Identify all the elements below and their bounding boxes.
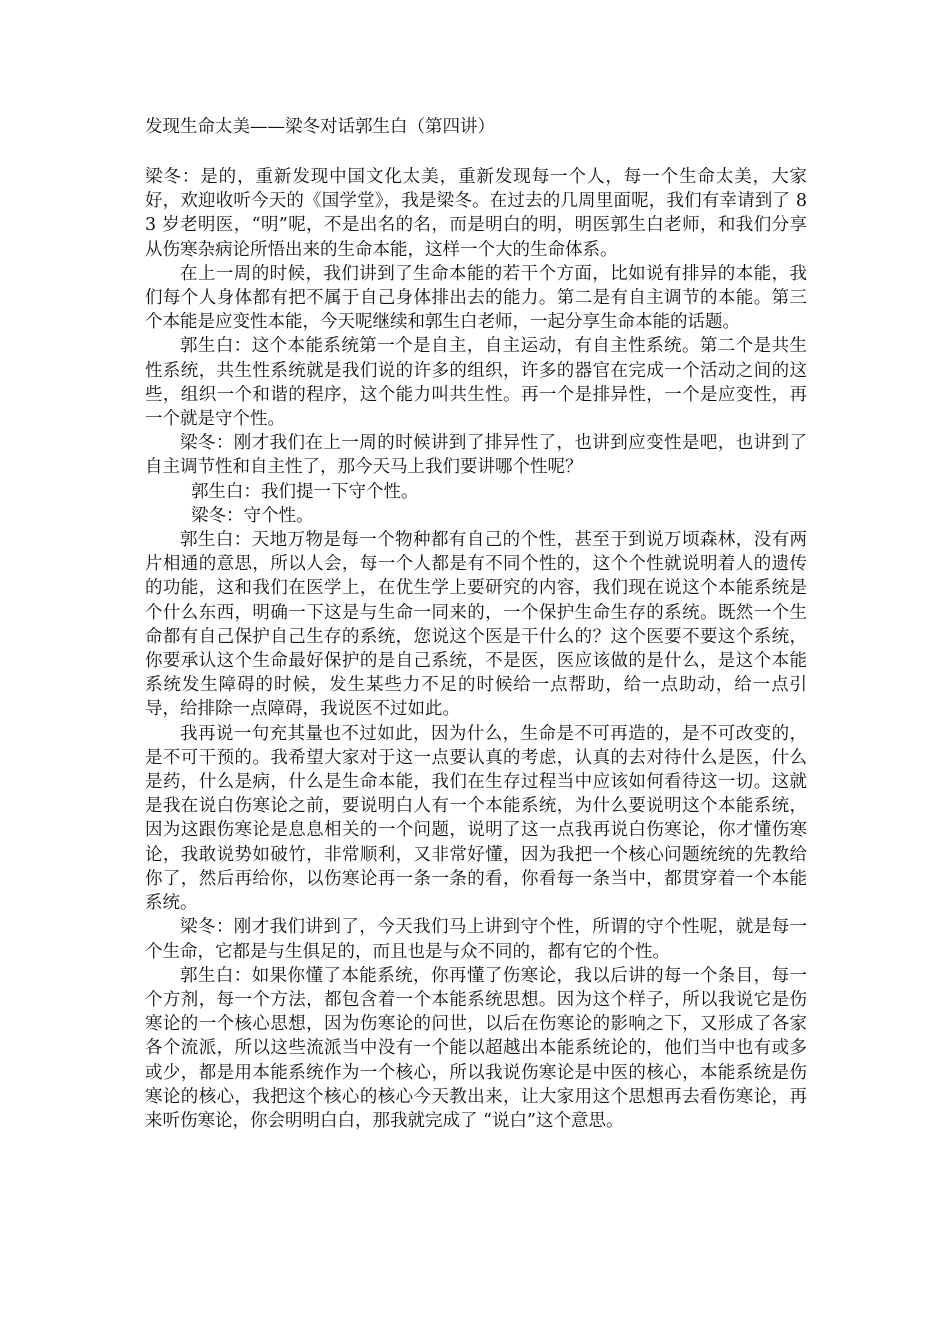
paragraph-4: 梁冬：刚才我们在上一周的时候讲到了排异性了，也讲到应变性是吧，也讲到了自主调节性和自主性了，那今天马上我们要讲哪个性呢？ — [145, 433, 807, 478]
paragraph-6: 梁冬：守个性。 — [191, 505, 314, 526]
paragraph-3: 郭生白：这个本能系统第一个是自主，自主运动，有自主性系统。第二个是共生性系统，共生性系统就是我们说的许多的组织，许多的器官在完成一个活动之间的这些，组织一个和谐的程序，这个能力叫共生性。再一个是排异性，一个是应变性，再一个就是守个性。 — [145, 336, 807, 430]
paragraph-2: 在上一周的时候，我们讲到了生命本能的若干个方面，比如说有排异的本能，我们每个人身体都有把不属于自己身体排出去的能力。第二是有自主调节的本能。第三个本能是应变性本能，今天呢继续和郭生白老师，一起分享生命本能的话题。 — [145, 263, 807, 333]
paragraph-10: 郭生白：如果你懂了本能系统，你再懂了伤寒论，我以后讲的每一个条目，每一个方剂，每一个方法，都包含着一个本能系统思想。因为这个样子，所以我说它是伤寒论的一个核心思想，因为伤寒论的问世，以后在伤寒论的影响之下，又形成了各家各个流派，所以这些流派当中没有一个能以超越出本能系统论的，他们当中也有或多或少，都是用本能系统作为一个核心，所以我说伤寒论是中医的核心，本能系统是伤寒论的核心，我把这个核心的核心今天教出来，让大家用这个思想再去看伤寒论，再来听伤寒论，你会明明白白，那我就完成了 “说白”这个意思。 — [145, 965, 807, 1131]
paragraph-7: 郭生白：天地万物是每一个物种都有自己的个性，甚至于到说万顷森林，没有两片相通的意思，所以人会，每一个人都是有不同个性的，这个个性就说明着人的遗传的功能，这和我们在医学上，在优生学上要研究的内容，我们现在说这个本能系统是个什么东西，明确一下这是与生命一同来的，一个保护生命生存的系统。既然一个生命都有自己保护自己生存的系统，您说这个医是干什么的？这个医要不要这个系统，你要承认这个生命最好保护的是自己系统，不是医，医应该做的是什么，是这个本能系统发生障碍的时候，发生某些力不足的时候给一点帮助，给一点助动，给一点引导，给排除一点障碍，我说医不过如此。 — [145, 530, 807, 720]
document-page — [145, 114, 807, 1133]
paragraph-5: 郭生白：我们提一下守个性。 — [191, 481, 419, 502]
paragraph-1: 梁冬：是的，重新发现中国文化太美，重新发现每一个人，每一个生命太美，大家好，欢迎收听今天的《国学堂》，我是梁冬。在过去的几周里面呢，我们有幸请到了 83 岁老明医，“明”呢，不是出名的名，而是明白的明，明医郭生白老师，和我们分享从伤寒杂病论所悟出来的生命本能，这样一个大的生命体系。 — [145, 167, 807, 260]
paragraph-8: 我再说一句充其量也不过如此，因为什么，生命是不可再造的，是不可改变的，是不可干预的。我希望大家对于这一点要认真的考虑，认真的去对待什么是医，什么是药，什么是病，什么是生命本能，我们在生存过程当中应该如何看待这一切。这就是我在说白伤寒论之前，要说明白人有一个本能系统，为什么要说明这个本能系统，因为这跟伤寒论是息息相关的一个问题，说明了这一点我再说白伤寒论，你才懂伤寒论，我敢说势如破竹，非常顺利，又非常好懂，因为我把一个核心问题统统的先教给你了，然后再给你，以伤寒论再一条一条的看，你看每一条当中，都贯穿着一个本能系统。 — [145, 723, 807, 914]
paragraph-9: 梁冬：刚才我们讲到了，今天我们马上讲到守个性，所谓的守个性呢，就是每一个生命，它都是与生俱足的，而且也是与众不同的，都有它的个性。 — [145, 917, 807, 962]
document-title: 发现生命太美——梁冬对话郭生白（第四讲） — [145, 117, 495, 137]
